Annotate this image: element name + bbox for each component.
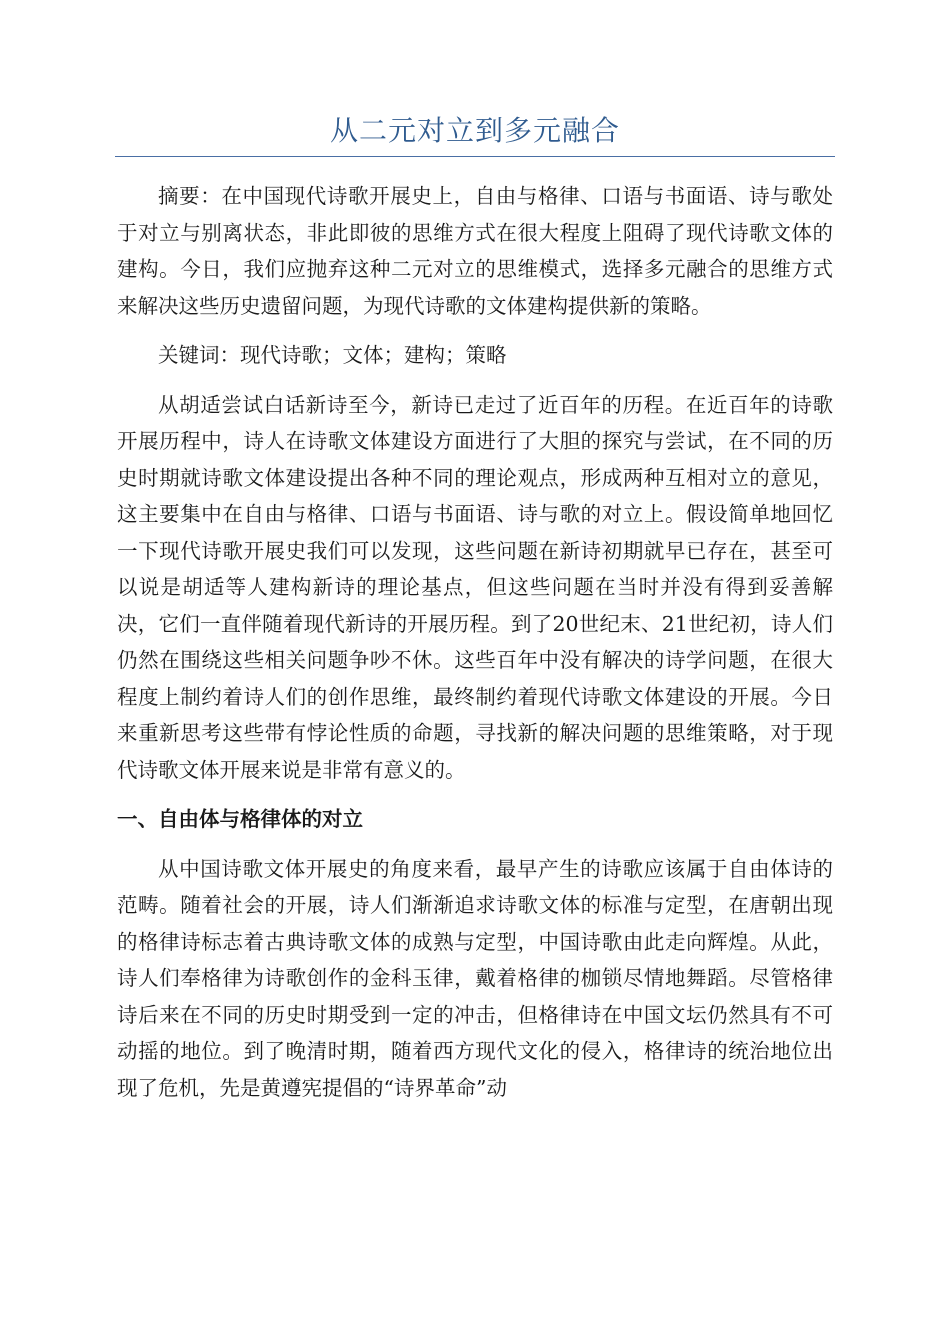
document-body — [117, 178, 833, 1106]
section-paragraph: 从中国诗歌文体开展史的角度来看，最早产生的诗歌应该属于自由体诗的范畴。随着社会的开展，诗人们渐渐追求诗歌文体的标准与定型，在唐朝出现的格律诗标志着古典诗歌文体的成熟与定型，中国诗歌由此走向辉煌。从此，诗人们奉格律为诗歌创作的金科玉律，戴着格律的枷锁尽情地舞蹈。尽管格律诗后来在不同的历史时期受到一定的冲击，但格律诗在中国文坛仍然具有不可动摇的地位。到了晚清时期，随着西方现代文化的侵入，格律诗的统治地位出现了危机，先是黄遵宪提倡的“诗界革命”动 — [117, 856, 833, 1100]
intro-paragraph: 从胡适尝试白话新诗至今，新诗已走过了近百年的历程。在近百年的诗歌开展历程中，诗人在诗歌文体建设方面进行了大胆的探究与尝试，在不同的历史时期就诗歌文体建设提出各种不同的理论观点，形成两种互相对立的意见，这主要集中在自由与格律、口语与书面语、诗与歌的对立上。假设简单地回忆一下现代诗歌开展史我们可以发现，这些问题在新诗初期就早已存在，甚至可以说是胡适等人建构新诗的理论基点，但这些问题在当时并没有得到妥善解决，它们一直伴随着现代新诗的开展历程。到了20世纪末、21世纪初，诗人们仍然在围绕这些相关问题争吵不休。这些百年中没有解决的诗学问题，在很大程度上制约着诗人们的创作思维，最终制约着现代诗歌文体建设的开展。今日来重新思考这些带有悖论性质的命题，寻找新的解决问题的思维策略，对于现代诗歌文体开展来说是非常有意义的。 — [117, 392, 833, 782]
title-block — [115, 108, 835, 157]
abstract-paragraph: 摘要：在中国现代诗歌开展史上，自由与格律、口语与书面语、诗与歌处于对立与别离状态，非此即彼的思维方式在很大程度上阻碍了现代诗歌文体的建构。今日，我们应抛弃这种二元对立的思维模式，选择多元融合的思维方式来解决这些历史遗留问题，为现代诗歌的文体建构提供新的策略。 — [117, 184, 833, 318]
document-title: 从二元对立到多元融合 — [329, 114, 620, 147]
section-heading: 一、自由体与格律体的对立 — [117, 807, 363, 831]
keywords-paragraph: 关键词：现代诗歌；文体；建构；策略 — [158, 343, 507, 367]
